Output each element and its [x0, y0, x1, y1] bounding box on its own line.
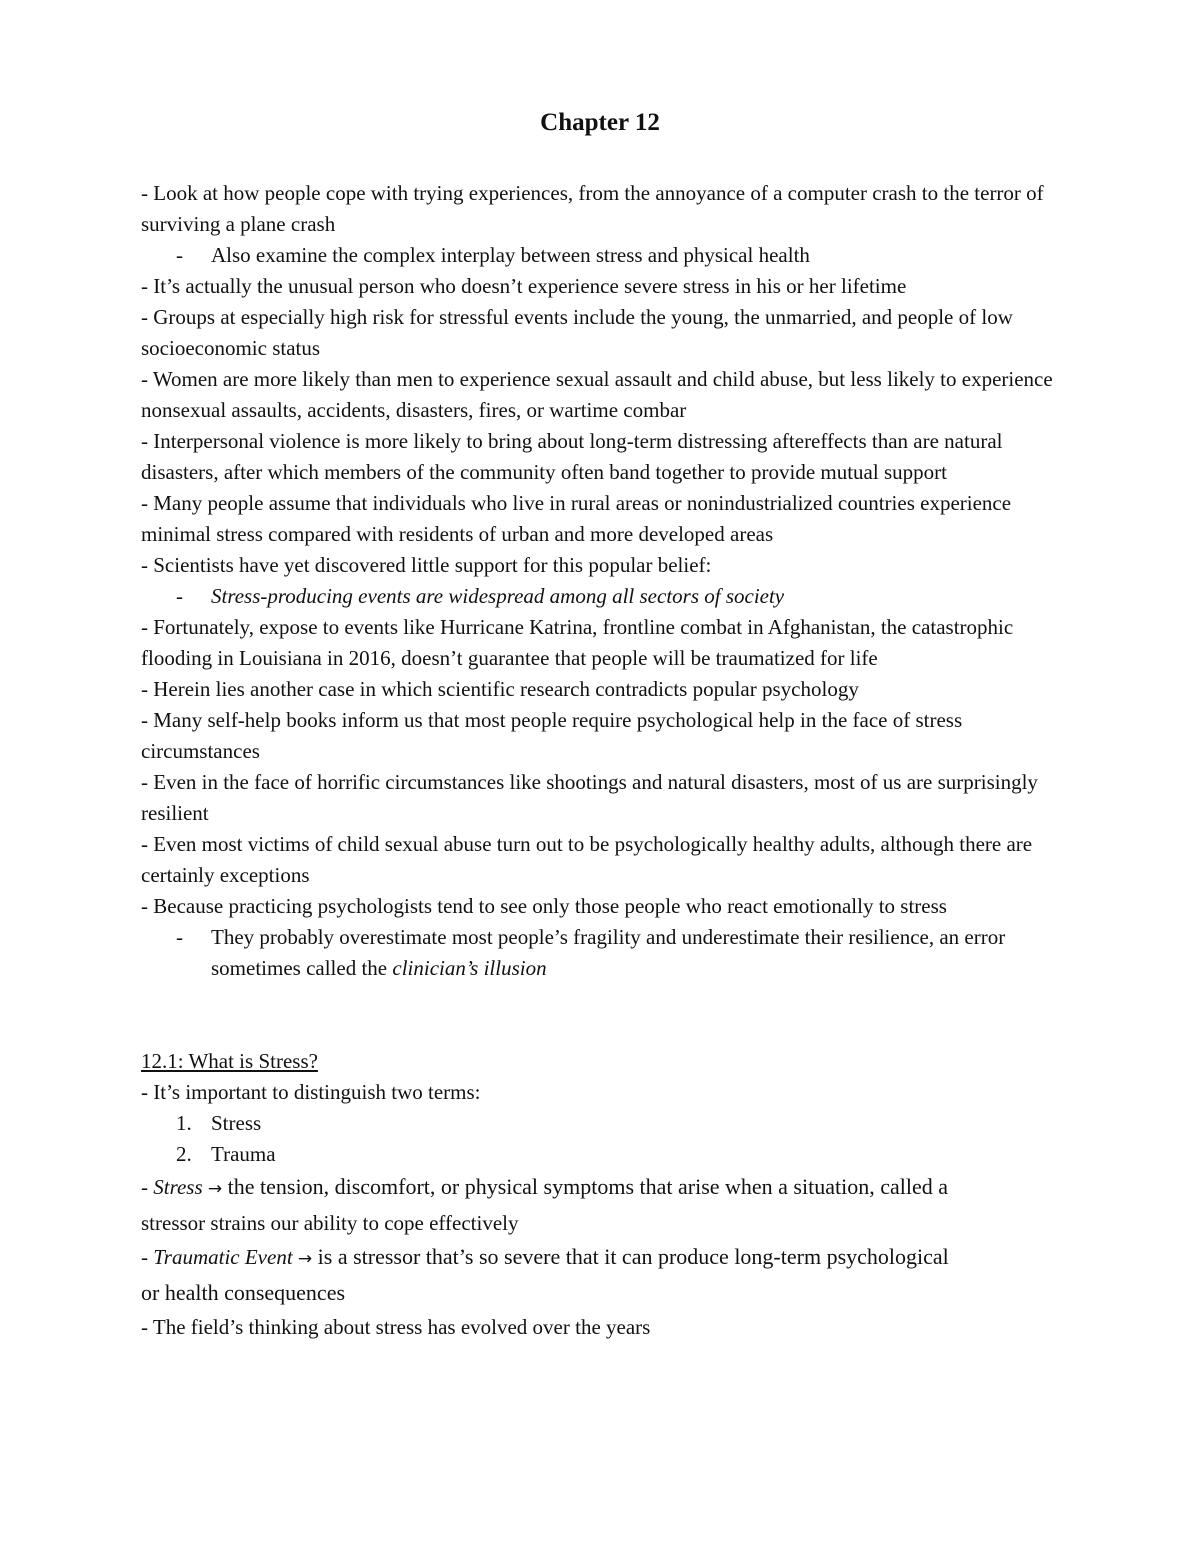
note-line: - It’s actually the unusual person who doesn’t experience severe stress in his or her lifetime — [141, 274, 907, 298]
arrow-icon: → — [207, 1179, 223, 1199]
note-line: - Look at how people cope with trying experiences, from the annoyance of a computer crash to the terror of surviving a plane crash — [141, 181, 1044, 236]
note-subline — [141, 922, 1066, 984]
dash-marker: - — [176, 925, 183, 949]
note-line: - Groups at especially high risk for stressful events include the young, the unmarried, and people of low socioeconomic status — [141, 305, 1013, 360]
section-spacer — [141, 984, 1066, 1046]
definition-prefix: - — [141, 1175, 154, 1199]
definition-term: Traumatic Event — [153, 1245, 293, 1269]
note-subline — [141, 240, 1066, 271]
section-heading: 12.1: What is Stress? — [141, 1049, 318, 1073]
item-label: Trauma — [211, 1142, 276, 1166]
definition-stress — [141, 1170, 1066, 1206]
item-number: 2. — [176, 1142, 192, 1166]
note-line: - Herein lies another case in which scientific research contradicts popular psychology — [141, 677, 859, 701]
definition-term: Stress — [153, 1175, 203, 1199]
definition-stress-cont: stressor strains our ability to cope effectively — [141, 1211, 519, 1235]
emphasis-term: clinician’s illusion — [392, 956, 547, 980]
item-number: 1. — [176, 1111, 192, 1135]
definition-text: the tension, discomfort, or physical symptoms that arise when a situation, called a — [222, 1174, 948, 1199]
note-line: - Scientists have yet discovered little support for this popular belief: — [141, 553, 712, 577]
note-subline-text: They probably overestimate most people’s fragility and underestimate their resilience, an error sometimes called the — [211, 925, 1006, 980]
arrow-icon: → — [297, 1249, 313, 1269]
note-line: - Even most victims of child sexual abuse turn out to be psychologically healthy adults, although there are certainly exceptions — [141, 832, 1033, 887]
dash-marker: - — [176, 584, 183, 608]
dash-marker: - — [176, 243, 183, 267]
page-title: Chapter 12 — [540, 109, 660, 136]
note-line: - Many people assume that individuals who live in rural areas or nonindustrialized countries experience minimal stress compared with residents of urban and more developed areas — [141, 491, 1012, 546]
numbered-item — [141, 1108, 1066, 1139]
definition-trauma-cont: or health consequences — [141, 1280, 346, 1305]
note-line: - The field’s thinking about stress has evolved over the years — [141, 1315, 651, 1339]
note-subline-text: Stress-producing events are widespread among all sectors of society — [211, 584, 785, 608]
item-label: Stress — [211, 1111, 262, 1135]
note-line: - It’s important to distinguish two terms: — [141, 1080, 481, 1104]
definition-prefix: - — [141, 1245, 154, 1269]
definition-text: is a stressor that’s so severe that it can produce long-term psychological — [312, 1244, 949, 1269]
note-line: - Women are more likely than men to experience sexual assault and child abuse, but less likely to experience nonsexual assaults, accidents, disasters, fires, or wartime combar — [141, 367, 1053, 422]
note-subline — [141, 581, 1066, 612]
note-line: - Because practicing psychologists tend to see only those people who react emotionally to stress — [141, 894, 947, 918]
note-subline-text: Also examine the complex interplay between stress and physical health — [211, 243, 810, 267]
note-line: - Fortunately, expose to events like Hurricane Katrina, frontline combat in Afghanistan, the catastrophic flooding in Louisiana in 2016, doesn’t guarantee that people will be traumatized for life — [141, 615, 1014, 670]
definition-trauma — [141, 1240, 1066, 1276]
note-line: - Even in the face of horrific circumstances like shootings and natural disasters, most of us are surprisingly resilient — [141, 770, 1038, 825]
note-line: - Interpersonal violence is more likely to bring about long-term distressing aftereffects than are natural disasters, after which members of the community often band together to provide mutual support — [141, 429, 1003, 484]
note-line: - Many self-help books inform us that most people require psychological help in the face of stress circumstances — [141, 708, 963, 763]
numbered-item — [141, 1139, 1066, 1170]
notes-body — [141, 178, 1066, 1343]
